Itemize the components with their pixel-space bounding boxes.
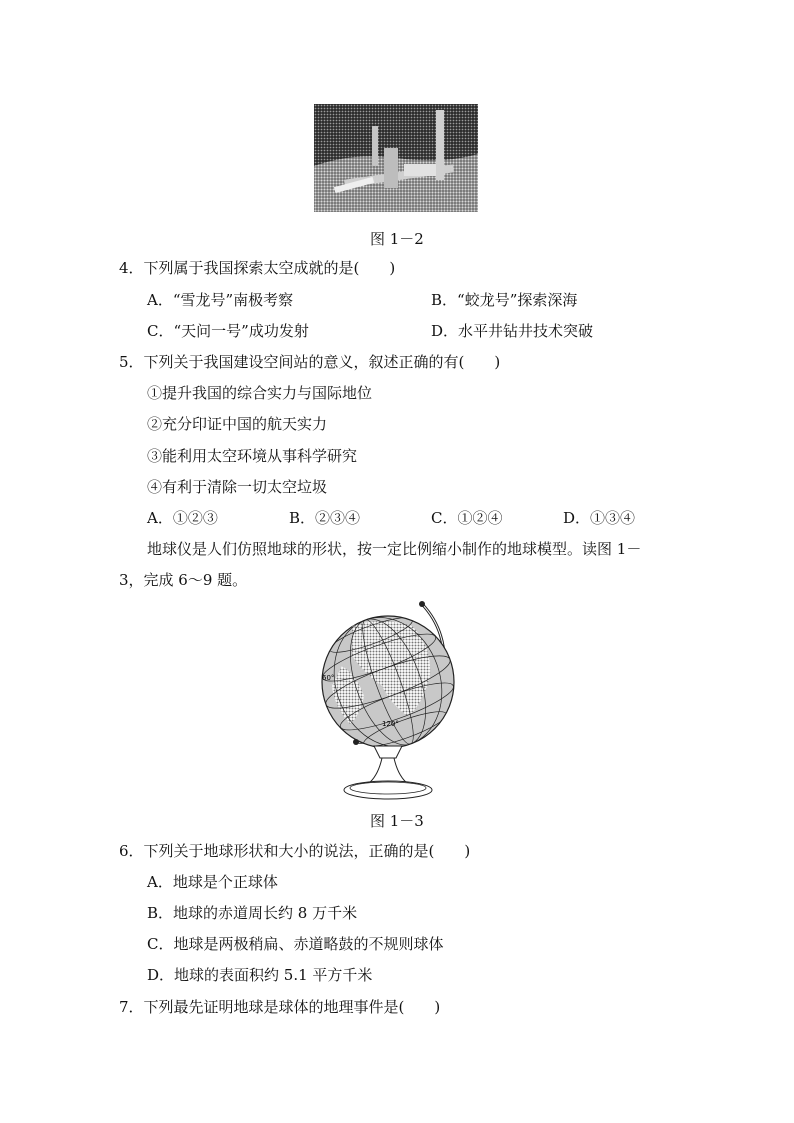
q4-stem: 4．下列属于我国探索太空成就的是( ) <box>119 259 396 277</box>
q6-option-c: C．地球是两极稍扁、赤道略鼓的不规则球体 <box>147 935 444 953</box>
globe-illustration <box>312 596 472 804</box>
figure-1-2-caption: 图 1－2 <box>370 230 424 248</box>
space-station-photo <box>314 104 478 212</box>
q5-option-c: C．①②④ <box>431 509 503 527</box>
q6-option-b: B．地球的赤道周长约 8 万千米 <box>147 904 358 922</box>
q5-statement-4: ④有利于清除一切太空垃圾 <box>147 478 328 496</box>
q4-option-b: B．“蛟龙号”探索深海 <box>431 291 578 309</box>
intro-line-1: 地球仪是人们仿照地球的形状，按一定比例缩小制作的地球模型。读图 1－ <box>147 540 642 558</box>
q5-statement-3: ③能利用太空环境从事科学研究 <box>147 447 358 465</box>
q6-stem: 6．下列关于地球形状和大小的说法，正确的是( ) <box>119 842 471 860</box>
q5-option-d: D．①③④ <box>563 509 636 527</box>
q5-option-a: A．①②③ <box>147 509 218 527</box>
q5-statement-1: ①提升我国的综合实力与国际地位 <box>147 384 373 402</box>
intro-line-2: 3，完成 6～9 题。 <box>119 571 248 589</box>
q6-option-d: D．地球的表面积约 5.1 平方千米 <box>147 966 373 984</box>
q5-option-b: B．②③④ <box>289 509 361 527</box>
q5-statement-2: ②充分印证中国的航天实力 <box>147 415 328 433</box>
globe-label-60: 60° <box>322 674 335 682</box>
q4-option-c: C．“天问一号”成功发射 <box>147 322 309 340</box>
q7-stem: 7．下列最先证明地球是球体的地理事件是( ) <box>119 998 441 1016</box>
q4-option-d: D．水平井钻井技术突破 <box>431 322 594 340</box>
q6-option-a: A．地球是个正球体 <box>147 873 278 891</box>
q4-option-a: A．“雪龙号”南极考察 <box>147 291 294 309</box>
q5-stem: 5．下列关于我国建设空间站的意义，叙述正确的有( ) <box>119 353 501 371</box>
globe-label-120: 120° <box>382 720 399 728</box>
figure-1-3-caption: 图 1－3 <box>370 812 424 830</box>
